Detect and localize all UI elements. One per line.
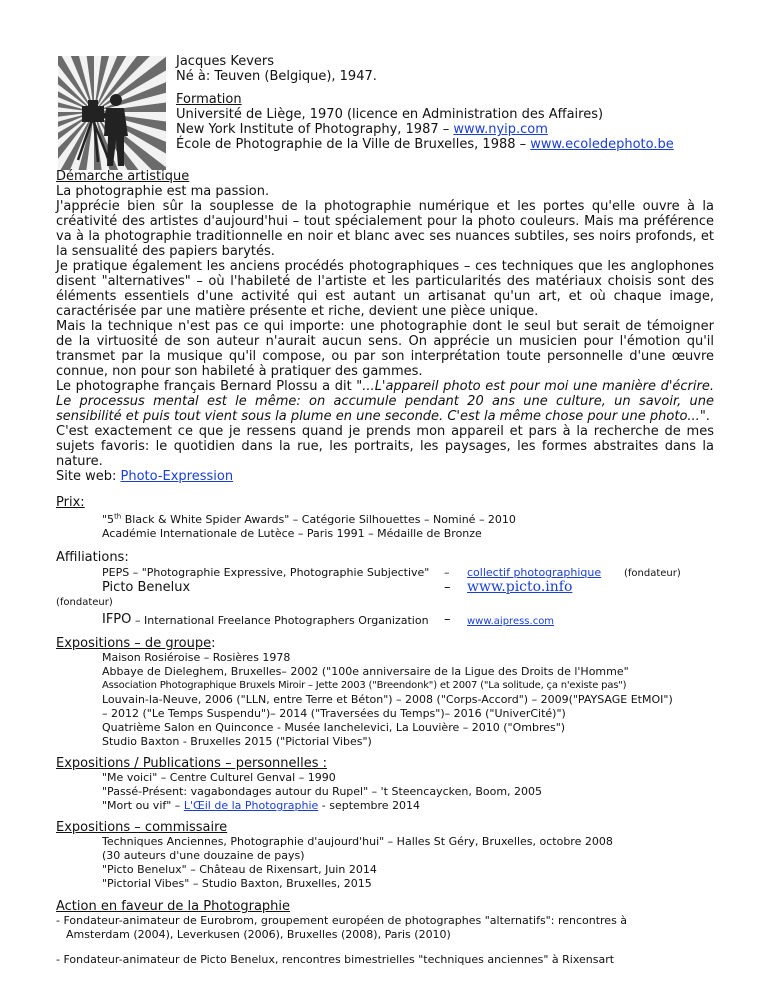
oeil-photographie-link[interactable]: L'Œil de la Photographie <box>183 799 319 812</box>
commissaire-list <box>56 835 714 891</box>
groupe-list <box>56 651 714 749</box>
groupe-title: Expositions – de groupe: <box>56 636 216 651</box>
personnelles-item: "Passé-Présent: vagabondages autour du Rupel" – 't Steencaycken, Boom, 2005 <box>102 785 543 798</box>
commissaire-item: (30 auteurs d'une douzaine de pays) <box>102 849 305 862</box>
formation-line-3: École de Photographie de la Ville de Bruxelles, 1988 – www.ecoledephoto.be <box>176 137 674 152</box>
groupe-item: Abbaye de Dieleghem, Bruxelles– 2002 ("100e anniversaire de la Ligue des Droits de l'Homme" <box>102 665 629 678</box>
commissaire-item: "Picto Benelux" – Château de Rixensart, Juin 2014 <box>102 863 377 876</box>
prix-title: Prix: <box>56 495 85 510</box>
birth-info: Né à: Teuven (Belgique), 1947. <box>176 69 377 84</box>
commissaire-title: Expositions – commissaire <box>56 820 228 835</box>
collectif-link[interactable]: collectif photographique <box>467 566 602 579</box>
affiliation-picto: Picto Benelux – www.picto.info <box>102 579 573 595</box>
groupe-item: Association Photographique Bruxels Miroir – Jette 2003 ("Breendonk") et 2007 ("La solitude, ça n'existe pas") <box>102 680 627 691</box>
author-name: Jacques Kevers <box>176 54 275 69</box>
formation-line-2: New York Institute of Photography, 1987 – www.nyip.com <box>176 122 548 137</box>
groupe-item: – 2012 ("Le Temps Suspendu")– 2014 ("Traversées du Temps")– 2016 ("UniverCité)") <box>102 707 566 720</box>
action-item-1-cont: Amsterdam (2004), Leverkusen (2006), Bruxelles (2008), Paris (2010) <box>66 928 451 941</box>
personnelles-item: "Me voici" – Centre Culturel Genval – 1990 <box>102 771 336 784</box>
photo-expression-link[interactable]: Photo-Expression <box>120 469 234 484</box>
groupe-item: Maison Rosiéroise – Rosières 1978 <box>102 651 291 664</box>
affiliations-title: Affiliations: <box>56 550 129 565</box>
action-list <box>56 914 714 967</box>
demarche-line-1: La photographie est ma passion. <box>56 184 270 199</box>
commissaire-item: "Pictorial Vibes" – Studio Baxton, Bruxelles, 2015 <box>102 877 372 890</box>
formation-title: Formation <box>176 92 242 107</box>
prix-list <box>56 513 714 541</box>
commissaire-item: Techniques Anciennes, Photographie d'aujourd'hui" – Halles St Géry, Bruxelles, octobre 2008 <box>102 835 613 848</box>
demarche-title: Démarche artistique <box>56 169 190 184</box>
picto-role: (fondateur) <box>56 597 113 608</box>
demarche-closing: C'est exactement ce que je ressens quand je prends mon appareil et pars à la recherche de mes sujets favoris: le quotidien dans la rue, les portraits, les paysages, les formes abstraites dans la nature. <box>56 424 714 469</box>
groupe-item: Quatrième Salon en Quinconce - Musée Ianchelevici, La Louvière – 2010 ("Ombres") <box>102 721 566 734</box>
demarche-para-3: Mais la technique n'est pas ce qui importe: une photographie dont le seul but serait de témoigner de la virtuosité de son auteur n'aurait aucun sens. On apprécie un musicien pour l'émotion qu'il transmet par la musique qu'il compose, ou par son interprétation toute personnelle d'une œuvre connue, non pour son habileté à pratiquer des gammes. <box>56 319 714 379</box>
affiliation-peps: PEPS – "Photographie Expressive, Photographie Subjective" – collectif photographique (fondateur) <box>102 566 681 579</box>
groupe-item: Louvain-la-Neuve, 2006 ("LLN, entre Terre et Béton") – 2008 ("Corps-Accord") – 2009("PAYSAGE EtMOI") <box>102 693 673 706</box>
affiliation-ifpo: IFPO – International Freelance Photographers Organization – www.aipress.com <box>102 612 555 627</box>
formation-line-1: Université de Liège, 1970 (licence en Administration des Affaires) <box>176 107 604 122</box>
prix-item-1: "5th Black & White Spider Awards" – Catégorie Silhouettes – Nominé – 2010 <box>102 512 516 526</box>
demarche-para-1: J'apprécie bien sûr la souplesse de la photographie numérique et les portes qu'elle ouvre à la créativité des artistes d'aujourd'hui – tout spécialement pour la photo couleurs. Mais ma préférence va à la photographie traditionnelle en noir et blanc avec ses nuances subtiles, ses noirs profonds, et la sensualité des papiers barytés. <box>56 199 714 259</box>
action-title: Action en faveur de la Photographie <box>56 899 291 914</box>
personnelles-item: "Mort ou vif" – L'Œil de la Photographie - septembre 2014 <box>102 799 421 812</box>
action-item-1: - Fondateur-animateur de Eurobrom, groupement européen de photographes "alternatifs": rencontres à <box>56 914 628 927</box>
plossu-quote: Le photographe français Bernard Plossu a dit "...L'appareil photo est pour moi une manière d'écrire. Le processus mental est le même: on accumule pendant 20 ans une culture, un savoir, une sensibilité et puis tout vient sous la plume en une seconde. C'est la même chose pour une photo...". <box>56 379 714 424</box>
aipress-link[interactable]: www.aipress.com <box>467 616 555 627</box>
header-block <box>176 54 674 152</box>
picto-link[interactable]: www.picto.info <box>467 579 573 595</box>
personnelles-title: Expositions / Publications – personnelles : <box>56 756 328 771</box>
nyip-link[interactable]: www.nyip.com <box>453 122 548 137</box>
site-web-line: Site web: Photo-Expression <box>56 469 234 484</box>
demarche-para-2: Je pratique également les anciens procédés photographiques – ces techniques que les anglophones disent "alternatives" – où l'habileté de l'artiste et les particularités des matériaux choisis sont des éléments essentiels d'une activité qui est autant un artisanat qu'un art, et où chaque image, caractérisée par une matière présente et riche, devient une pièce unique. <box>56 259 714 319</box>
personnelles-list <box>56 771 714 813</box>
groupe-item: Studio Baxton - Bruxelles 2015 ("Pictorial Vibes") <box>102 735 372 748</box>
main-content <box>56 169 714 967</box>
prix-item-2: Académie Internationale de Lutèce – Paris 1991 – Médaille de Bronze <box>102 527 482 540</box>
photographer-logo <box>58 56 166 170</box>
action-item-2: - Fondateur-animateur de Picto Benelux, rencontres bimestrielles "techniques anciennes" à Rixensart <box>56 953 615 966</box>
ecoledephoto-link[interactable]: www.ecoledephoto.be <box>530 137 674 152</box>
